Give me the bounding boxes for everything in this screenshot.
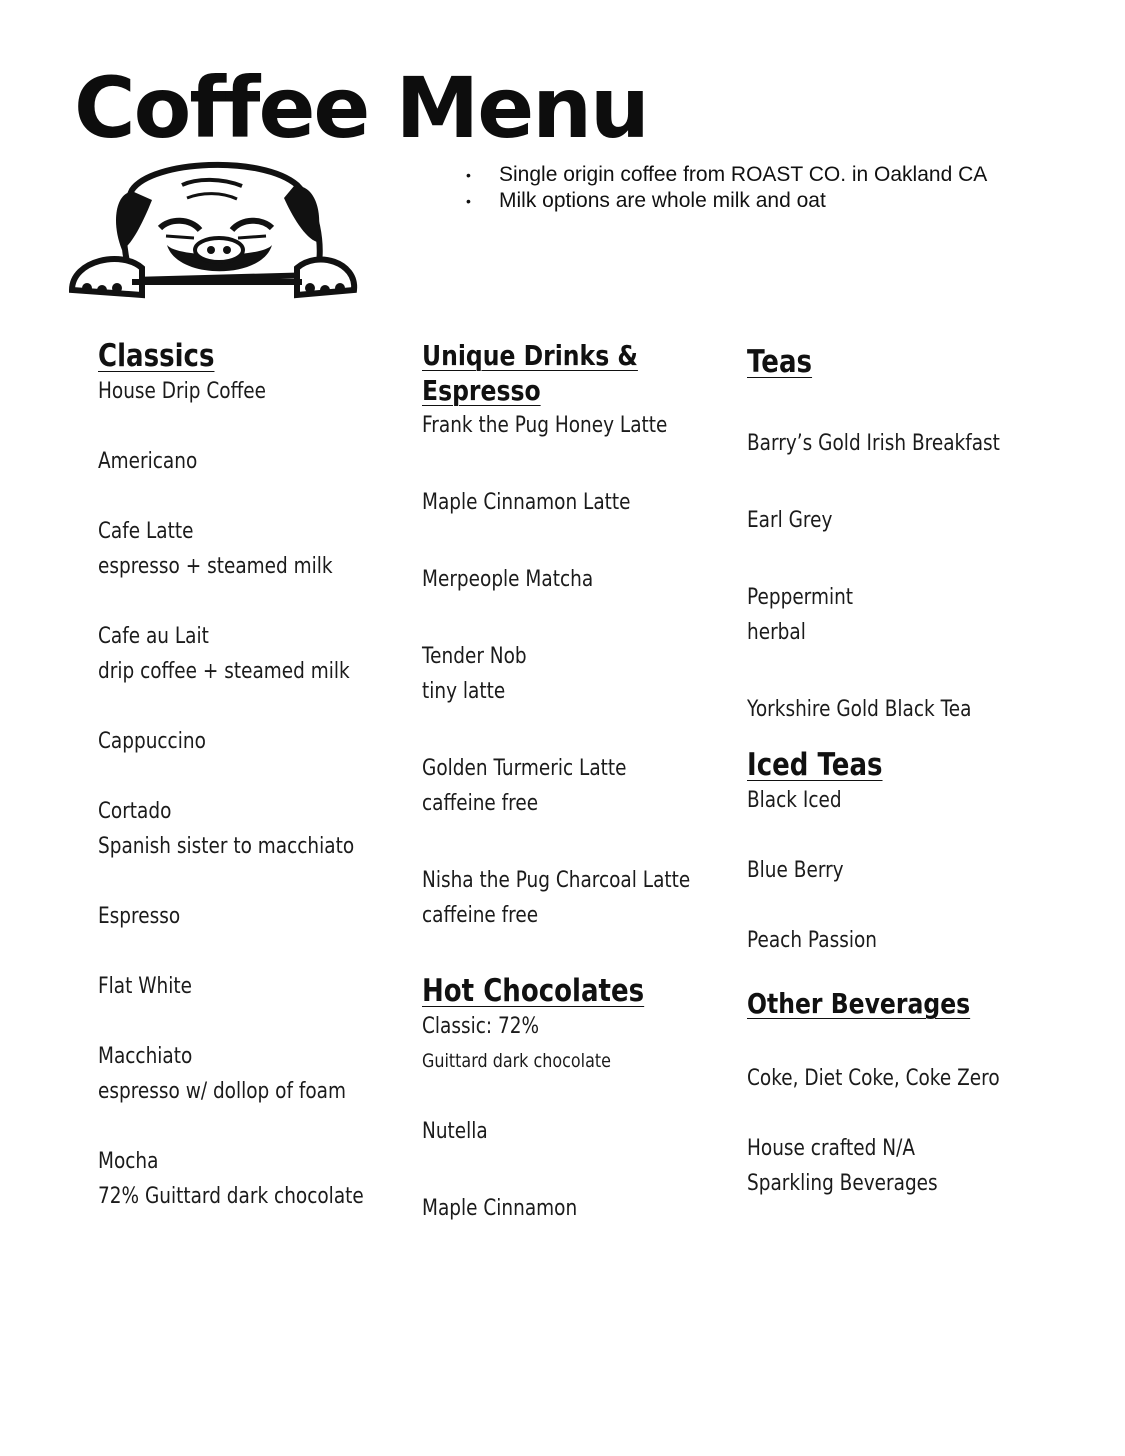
- menu-item-desc: espresso + steamed milk: [98, 554, 333, 579]
- menu-item: Espresso: [98, 904, 181, 929]
- menu-item-desc: Sparkling Beverages: [747, 1171, 938, 1196]
- menu-item: Cafe au Lait: [98, 624, 209, 649]
- menu-item: Peach Passion: [747, 928, 877, 953]
- menu-item: House crafted N/A: [747, 1136, 915, 1161]
- menu-item: Macchiato: [98, 1044, 193, 1069]
- menu-item: Americano: [98, 449, 198, 474]
- section-heading-unique-drinks: Unique Drinks &: [422, 339, 638, 372]
- classics-section: [98, 338, 398, 1214]
- menu-item-desc: espresso w/ dollop of foam: [98, 1079, 346, 1104]
- bullet-icon: •: [466, 167, 471, 183]
- section-heading-hot-chocolates: Hot Chocolates: [422, 973, 645, 1009]
- menu-item: Cortado: [98, 799, 172, 824]
- menu-item: Cappuccino: [98, 729, 206, 754]
- section-heading-classics: Classics: [98, 338, 215, 374]
- menu-item: House Drip Coffee: [98, 379, 267, 404]
- menu-item: Cafe Latte: [98, 519, 194, 544]
- menu-item: Mocha: [98, 1149, 159, 1174]
- teas-section: [747, 338, 1047, 1201]
- menu-item: Maple Cinnamon Latte: [422, 490, 631, 515]
- menu-item: Nutella: [422, 1119, 488, 1144]
- menu-item-desc: 72% Guittard dark chocolate: [98, 1184, 364, 1209]
- menu-notes: [466, 162, 987, 214]
- menu-item: Maple Cinnamon: [422, 1196, 578, 1221]
- menu-item: Earl Grey: [747, 508, 833, 533]
- menu-item-desc: Spanish sister to macchiato: [98, 834, 355, 859]
- menu-item: Frank the Pug Honey Latte: [422, 413, 668, 438]
- menu-item: Yorkshire Gold Black Tea: [747, 697, 972, 722]
- menu-item: Blue Berry: [747, 858, 844, 883]
- section-heading-teas: Teas: [747, 344, 813, 380]
- page-title: Coffee Menu: [74, 59, 648, 157]
- menu-item: Flat White: [98, 974, 192, 999]
- section-heading-espresso: Espresso: [422, 374, 541, 407]
- unique-drinks-section: [422, 338, 722, 1226]
- section-heading-other-beverages: Other Beverages: [747, 987, 971, 1020]
- menu-item-desc: drip coffee + steamed milk: [98, 659, 350, 684]
- menu-item: Black Iced: [747, 788, 842, 813]
- menu-item: Tender Nob: [422, 644, 527, 669]
- menu-item-desc: herbal: [747, 620, 806, 645]
- menu-item: Golden Turmeric Latte: [422, 756, 627, 781]
- bullet-icon: •: [466, 193, 471, 209]
- menu-item: Coke, Diet Coke, Coke Zero: [747, 1066, 1000, 1091]
- menu-item-desc: caffeine free: [422, 903, 539, 928]
- menu-item: Barry’s Gold Irish Breakfast: [747, 431, 1000, 456]
- note-item: [466, 188, 987, 214]
- menu-item-desc: caffeine free: [422, 791, 539, 816]
- note-text: Milk options are whole milk and oat: [499, 189, 826, 212]
- pug-illustration: [62, 150, 362, 310]
- menu-item: Merpeople Matcha: [422, 567, 594, 592]
- note-text: Single origin coffee from ROAST CO. in Oakland CA: [499, 163, 988, 186]
- menu-item-desc: Guittard dark chocolate: [422, 1050, 611, 1072]
- menu-item-desc: tiny latte: [422, 679, 506, 704]
- note-item: [466, 162, 987, 188]
- menu-item: Nisha the Pug Charcoal Latte: [422, 868, 691, 893]
- section-heading-iced-teas: Iced Teas: [747, 747, 883, 783]
- menu-item: Peppermint: [747, 585, 854, 610]
- menu-item: Classic: 72%: [422, 1014, 540, 1039]
